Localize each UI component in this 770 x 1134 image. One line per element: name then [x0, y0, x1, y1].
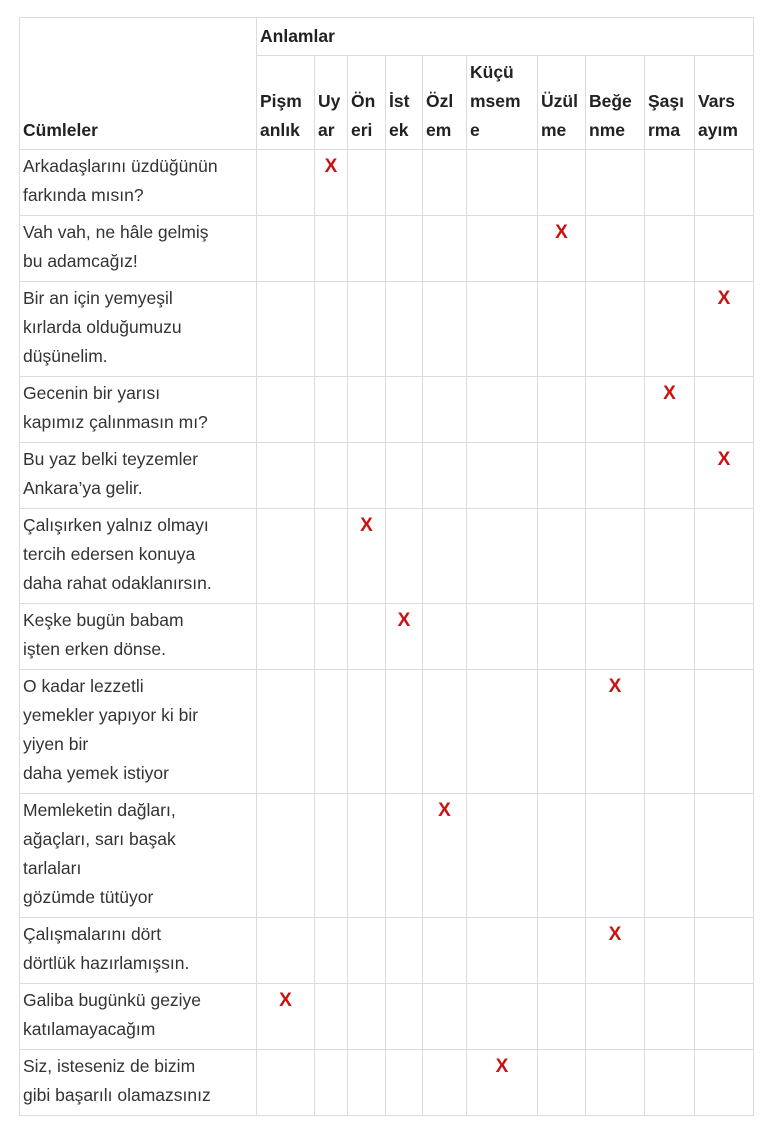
meaning-cell — [423, 670, 467, 794]
meaning-cell — [538, 282, 586, 377]
sentence-cell: Bir an için yemyeşil kırlarda olduğumuzu düşünelim. — [20, 282, 257, 377]
meaning-cell — [695, 509, 754, 604]
table-row — [20, 984, 754, 1050]
meaning-cell — [257, 794, 315, 918]
meaning-cell — [423, 282, 467, 377]
table-row — [20, 509, 754, 604]
meaning-cell — [315, 216, 348, 282]
meaning-column-header: Küçü msem e — [467, 56, 538, 150]
meaning-cell — [586, 216, 645, 282]
meaning-cell — [386, 377, 423, 443]
meaning-cell — [423, 794, 467, 918]
meaning-column-header: Üzül me — [538, 56, 586, 150]
meaning-cell — [423, 604, 467, 670]
meaning-column-header: Uy ar — [315, 56, 348, 150]
meaning-cell — [348, 604, 386, 670]
meaning-cell — [467, 604, 538, 670]
meaning-cell — [695, 604, 754, 670]
meaning-cell — [348, 150, 386, 216]
meaning-cell — [386, 1050, 423, 1116]
meaning-cell — [257, 918, 315, 984]
meaning-cell — [423, 1050, 467, 1116]
sentence-cell: Çalışmalarını dört dörtlük hazırlamışsın. — [20, 918, 257, 984]
meaning-cell — [586, 984, 645, 1050]
meaning-cell — [586, 918, 645, 984]
meaning-cell — [467, 1050, 538, 1116]
meaning-cell — [586, 443, 645, 509]
meaning-cell — [257, 604, 315, 670]
meaning-cell — [695, 1050, 754, 1116]
meaning-cell — [315, 377, 348, 443]
meaning-cell — [257, 216, 315, 282]
meaning-cell — [315, 670, 348, 794]
x-mark: X — [279, 990, 292, 1011]
table-row — [20, 1050, 754, 1116]
x-mark: X — [438, 800, 451, 821]
meaning-cell — [645, 918, 695, 984]
meaning-column-header: Şaşı rma — [645, 56, 695, 150]
meaning-cell — [257, 509, 315, 604]
meaning-cell — [257, 1050, 315, 1116]
meaning-cell — [348, 509, 386, 604]
meaning-cell — [257, 282, 315, 377]
meaning-cell — [348, 443, 386, 509]
meaning-cell — [586, 1050, 645, 1116]
meaning-column-header: Özl em — [423, 56, 467, 150]
sentence-cell: Bu yaz belki teyzemler Ankara’ya gelir. — [20, 443, 257, 509]
meaning-cell — [386, 443, 423, 509]
meaning-cell — [467, 216, 538, 282]
meaning-cell — [645, 150, 695, 216]
meaning-cell — [538, 794, 586, 918]
x-mark: X — [555, 222, 568, 243]
meaning-cell — [348, 794, 386, 918]
sentence-cell: O kadar lezzetli yemekler yapıyor ki bir yiyen bir daha yemek istiyor — [20, 670, 257, 794]
meaning-cell — [315, 794, 348, 918]
meanings-header: Anlamlar — [257, 18, 754, 56]
meaning-cell — [467, 984, 538, 1050]
meaning-cell — [423, 216, 467, 282]
meaning-cell — [467, 509, 538, 604]
meaning-cell — [538, 984, 586, 1050]
meaning-cell — [645, 443, 695, 509]
sentence-cell: Keşke bugün babam işten erken dönse. — [20, 604, 257, 670]
table-row — [20, 670, 754, 794]
meaning-cell — [423, 509, 467, 604]
sentences-header: Cümleler — [20, 18, 257, 150]
meaning-cell — [695, 984, 754, 1050]
meaning-cell — [645, 670, 695, 794]
sentence-cell: Galiba bugünkü geziye katılamayacağım — [20, 984, 257, 1050]
meaning-cell — [586, 377, 645, 443]
meaning-cell — [538, 1050, 586, 1116]
meaning-cell — [645, 984, 695, 1050]
sentence-cell: Siz, isteseniz de bizim gibi başarılı olamazsınız — [20, 1050, 257, 1116]
meaning-table — [19, 17, 754, 1116]
meaning-cell — [386, 984, 423, 1050]
table-row — [20, 216, 754, 282]
meaning-cell — [348, 918, 386, 984]
meaning-cell — [423, 918, 467, 984]
meaning-cell — [467, 794, 538, 918]
x-mark: X — [717, 449, 731, 470]
meaning-cell — [538, 216, 586, 282]
meaning-cell — [386, 604, 423, 670]
x-mark: X — [495, 1056, 509, 1077]
meaning-cell — [645, 282, 695, 377]
meaning-cell — [695, 670, 754, 794]
meaning-cell — [586, 604, 645, 670]
x-mark: X — [608, 924, 622, 945]
x-mark: X — [397, 610, 411, 631]
meaning-cell — [695, 150, 754, 216]
meaning-cell — [645, 1050, 695, 1116]
x-mark: X — [360, 515, 373, 536]
meaning-cell — [645, 794, 695, 918]
meaning-cell — [386, 794, 423, 918]
meaning-cell — [423, 377, 467, 443]
meaning-cell — [257, 377, 315, 443]
meaning-cell — [315, 918, 348, 984]
meaning-cell — [315, 443, 348, 509]
meaning-cell — [695, 377, 754, 443]
sentence-cell: Gecenin bir yarısı kapımız çalınmasın mı? — [20, 377, 257, 443]
meaning-cell — [695, 794, 754, 918]
meaning-cell — [348, 1050, 386, 1116]
meaning-cell — [586, 509, 645, 604]
sentence-cell: Memleketin dağları, ağaçları, sarı başak tarlaları gözümde tütüyor — [20, 794, 257, 918]
meaning-cell — [538, 509, 586, 604]
meaning-cell — [257, 984, 315, 1050]
table-row — [20, 918, 754, 984]
table-row — [20, 150, 754, 216]
sentence-cell: Çalışırken yalnız olmayı tercih edersen konuya daha rahat odaklanırsın. — [20, 509, 257, 604]
meaning-cell — [257, 150, 315, 216]
meaning-cell — [538, 150, 586, 216]
meaning-cell — [586, 150, 645, 216]
meaning-cell — [257, 670, 315, 794]
meaning-cell — [386, 216, 423, 282]
meaning-cell — [467, 282, 538, 377]
meaning-cell — [695, 918, 754, 984]
meaning-cell — [586, 282, 645, 377]
meaning-cell — [315, 282, 348, 377]
meaning-cell — [386, 670, 423, 794]
meaning-cell — [586, 670, 645, 794]
meaning-cell — [645, 377, 695, 443]
meaning-column-header: İst ek — [386, 56, 423, 150]
meaning-cell — [538, 670, 586, 794]
meaning-cell — [315, 1050, 348, 1116]
x-mark: X — [324, 156, 338, 177]
meaning-cell — [645, 216, 695, 282]
meaning-cell — [467, 377, 538, 443]
table-row — [20, 443, 754, 509]
x-mark: X — [663, 383, 676, 404]
meaning-cell — [467, 918, 538, 984]
meaning-column-header: Beğe nme — [586, 56, 645, 150]
meaning-cell — [586, 794, 645, 918]
meaning-cell — [467, 150, 538, 216]
meaning-cell — [386, 150, 423, 216]
table-row — [20, 604, 754, 670]
meaning-cell — [645, 604, 695, 670]
meaning-cell — [315, 604, 348, 670]
meaning-cell — [257, 443, 315, 509]
meaning-cell — [315, 984, 348, 1050]
meaning-cell — [467, 443, 538, 509]
meaning-cell — [695, 282, 754, 377]
meaning-column-header: Pişm anlık — [257, 56, 315, 150]
meaning-cell — [423, 150, 467, 216]
meaning-column-header: Ön eri — [348, 56, 386, 150]
meaning-cell — [695, 443, 754, 509]
x-mark: X — [717, 288, 731, 309]
meaning-cell — [538, 443, 586, 509]
sentence-cell: Vah vah, ne hâle gelmiş bu adamcağız! — [20, 216, 257, 282]
table-row — [20, 282, 754, 377]
meaning-cell — [386, 282, 423, 377]
meaning-cell — [423, 984, 467, 1050]
meaning-cell — [348, 216, 386, 282]
meaning-cell — [348, 282, 386, 377]
meaning-cell — [348, 984, 386, 1050]
meaning-cell — [386, 918, 423, 984]
meaning-column-header: Vars ayım — [695, 56, 754, 150]
meaning-cell — [695, 216, 754, 282]
meaning-cell — [348, 377, 386, 443]
sentence-cell: Arkadaşlarını üzdüğünün farkında mısın? — [20, 150, 257, 216]
meaning-cell — [645, 509, 695, 604]
meaning-cell — [315, 150, 348, 216]
x-mark: X — [608, 676, 622, 697]
table-row — [20, 377, 754, 443]
meaning-cell — [348, 670, 386, 794]
meaning-cell — [467, 670, 538, 794]
meaning-cell — [538, 604, 586, 670]
table-row — [20, 794, 754, 918]
meaning-cell — [538, 377, 586, 443]
meaning-cell — [386, 509, 423, 604]
meaning-cell — [538, 918, 586, 984]
meaning-cell — [315, 509, 348, 604]
meaning-cell — [423, 443, 467, 509]
